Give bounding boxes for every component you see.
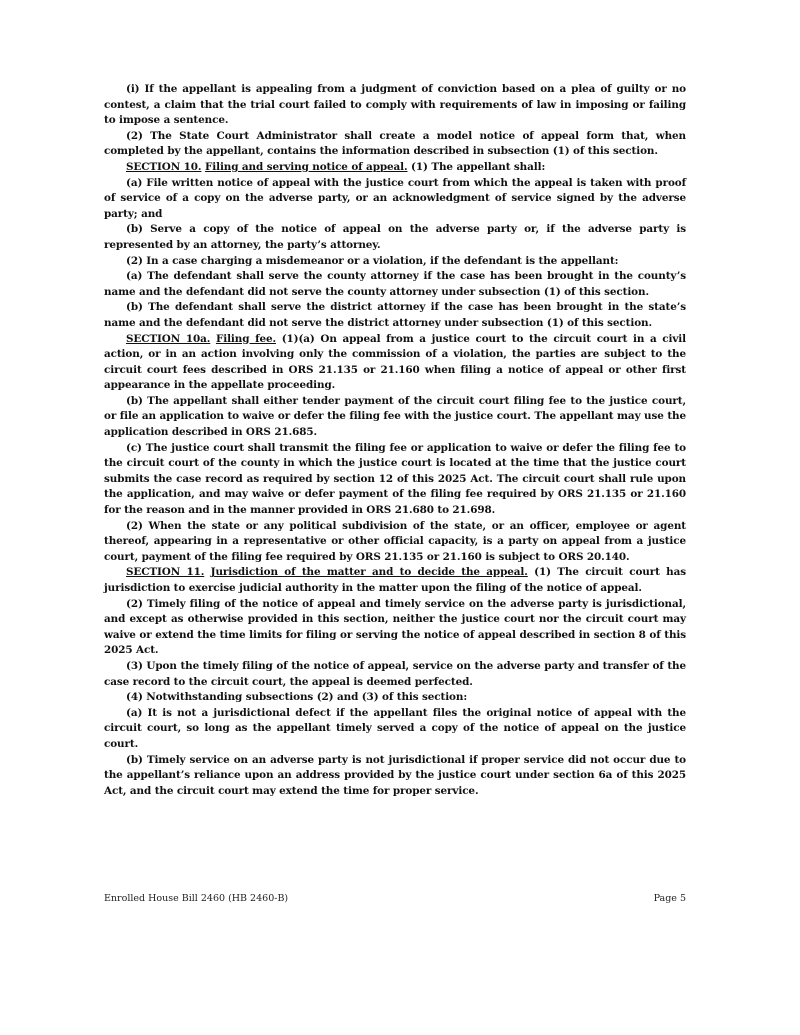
section-number: SECTION 10a.	[126, 332, 211, 345]
section-paragraph: SECTION 10a. Filing fee. (1)(a) On appeal from a justice court to the circuit court in a civil action, or in an action involving only the commission of a violation, the parties are subject to the circuit court fees described in ORS 21.135 or 21.160 when filing a notice of appeal or other first appearance in the appellate proceeding.	[104, 332, 686, 392]
paragraph: (b) Serve a copy of the notice of appeal on the adverse party or, if the adverse party is represented by an attorney, the party’s attorney.	[104, 223, 686, 251]
paragraph: (b) The appellant shall either tender payment of the circuit court filing fee to the justice court, or file an application to waive or defer the filing fee with the justice court. The appellant may use the application described in ORS 21.685.	[104, 394, 686, 439]
paragraph: (4) Notwithstanding subsections (2) and (3) of this section:	[126, 691, 468, 704]
page-number: Page 5	[653, 893, 686, 904]
paragraph: (2) The State Court Administrator shall create a model notice of appeal form that, when completed by the appellant, contains the information described in subsection (1) of this section.	[104, 129, 686, 158]
section-number: SECTION 10.	[126, 160, 202, 173]
section-number: SECTION 11.	[126, 566, 205, 579]
paragraph: (c) The justice court shall transmit the filing fee or application to waive or defer the filing fee to the circuit court of the county in which the justice court is located at the time that the justice court submits the case record as required by section 12 of this 2025 Act. The circuit court shall rule upon the application, and may waive or defer payment of the filing fee required by ORS 21.135 or 21.160 for the reason and in the manner provided in ORS 21.680 to 21.698.	[104, 441, 686, 517]
section-heading: Filing and serving notice of appeal.	[204, 160, 408, 173]
paragraph: (b) The defendant shall serve the district attorney if the case has been brought in the state’s name and the defendant did not serve the district attorney under subsection (1) of this section.	[104, 301, 686, 329]
paragraph: (a) It is not a jurisdictional defect if the appellant files the original notice of appeal with the circuit court, so long as the appellant timely served a copy of the notice of appeal on the justice court.	[104, 706, 686, 750]
paragraph: (a) The defendant shall serve the county attorney if the case has been brought in the county’s name and the defendant did not serve the county attorney under subsection (1) of this section.	[104, 270, 686, 298]
paragraph: (3) Upon the timely filing of the notice of appeal, service on the adverse party and transfer of the case record to the circuit court, the appeal is deemed perfected.	[104, 659, 686, 688]
paragraph: (a) File written notice of appeal with the justice court from which the appeal is taken with proof of service of a copy on the adverse party, or an acknowledgment of service signed by the adverse party; and	[104, 176, 686, 220]
section-heading: Jurisdiction of the matter and to decide the appeal.	[210, 566, 528, 579]
paragraph: (2) Timely filing of the notice of appeal and timely service on the adverse party is jurisdictional, and except as otherwise provided in this section, neither the justice court nor the circuit court may waive or extend the time limits for filing or serving the notice of appeal described in section 8 of this 2025 Act.	[104, 597, 686, 657]
paragraph: (2) When the state or any political subdivision of the state, or an officer, employee or agent thereof, appearing in a representative or other official capacity, is a party on appeal from a justice court, payment of the filing fee required by ORS 21.135 or 21.160 is subject to ORS 20.140.	[104, 519, 686, 563]
section-paragraph: SECTION 11. Jurisdiction of the matter and to decide the appeal. (1) The circuit court has jurisdiction to exercise judicial authority in the matter upon the filing of the notice of appeal.	[104, 566, 686, 594]
section-heading: Filing fee.	[215, 332, 276, 345]
paragraph: (i) If the appellant is appealing from a judgment of conviction based on a plea of guilty or no contest, a claim that the trial court failed to comply with requirements of law in imposing or failing to impose a sentence.	[104, 83, 686, 127]
section-paragraph: SECTION 10. Filing and serving notice of appeal. (1) The appellant shall:	[126, 160, 546, 173]
paragraph: (2) In a case charging a misdemeanor or a violation, if the defendant is the appellant:	[126, 254, 619, 267]
paragraph: (b) Timely service on an adverse party is not jurisdictional if proper service did not occur due to the appellant’s reliance upon an address provided by the justice court under section 6a of this 2025 Act, and the circuit court may extend the time for proper service.	[104, 753, 686, 797]
bill-name: Enrolled House Bill 2460 (HB 2460-B)	[104, 893, 289, 904]
document-body	[104, 82, 686, 799]
